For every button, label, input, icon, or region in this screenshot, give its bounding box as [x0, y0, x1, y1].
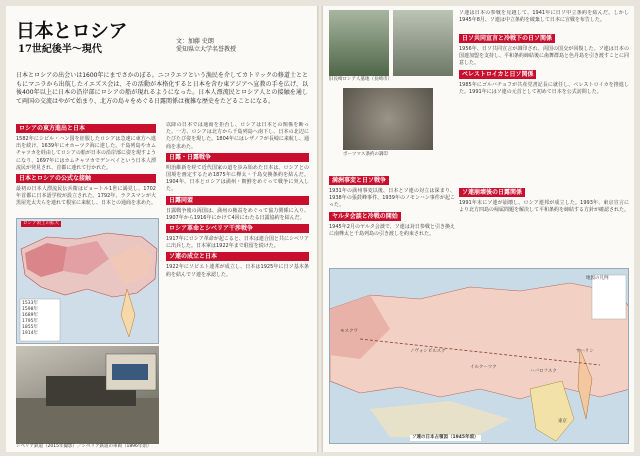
cemetery-photo: [329, 10, 389, 76]
section-body: 1582年にシビル・ハン国を征服したロシアは急速に東方へ進出を続け、1639年にオホーツク海に達した。千島列島やカムチャツカを経由してロシアの船が日本の沿岸部に姿を現すようになり、1697年にはカムチャツカでデンベイという日本人漂流民が発見され、首都に連れて行かれた。: [16, 136, 156, 171]
section-body: 日露戦争後の両国は、満州の権益をめぐって協力関係に入り、1907年から1916年にかけて4回にわたる日露協約を結んだ。: [166, 207, 309, 221]
city-label: ノヴォシビルスク: [410, 349, 446, 354]
treaty-photo: [343, 88, 433, 150]
right-column-upper: [459, 32, 629, 184]
train-illustration: [16, 346, 159, 444]
top-right-text: ソ連は日本の参戦を見越して、1941年に日ソ中立条約を結んだ。しかし1945年8月、ソ連は中立条約を破棄して日本に宣戦を布告した。: [459, 10, 629, 24]
author-name: 文：加藤 史朗: [176, 38, 214, 45]
train-photo: [16, 346, 159, 444]
city-label: モスクワ: [340, 329, 358, 334]
map-caption: ロシア領土の拡大: [23, 221, 59, 226]
photo-caption: 旧長崎ロシア人墓地（長崎市）: [329, 77, 392, 82]
section-heading: 日露同盟: [166, 196, 309, 205]
author-affiliation: 愛知県立大学名誉教授: [176, 46, 237, 53]
legend-item: 1795年: [22, 319, 38, 324]
section-body: 明治維新を経て近代国家の道を歩み始めた日本は、ロシアとの国境を画定するため1875年に樺太・千島交換条約を結んだ。1904年、日本とロシアは満州・朝鮮をめぐって戦争に突入した。: [166, 164, 309, 193]
legend-item: 1689年: [22, 313, 38, 318]
mid-column: [166, 122, 309, 448]
section-heading: ペレストロイカと日ソ関係: [459, 70, 536, 79]
section-body: 1945年2月のヤルタ会談で、ソ連は対日参戦と引き換えに南樺太と千島列島の引き渡しを約束された。: [329, 223, 455, 237]
ussr-map-svg: [330, 269, 629, 444]
city-label: 東京: [558, 419, 567, 424]
lead-paragraph: 日本とロシアの出会いは1600年にまでさかのぼる。ニコラエフという漁民を介してカトリックの修道士とともにマニラから出航したイエズス会は、その活動が本格化すると日本を含む東アジアへ宣教の手を広げ、以後400年以上に日本の沿岸部にロシアの船が現れるようになった。日本人漂流民とロシア人との接触を通して両国の交流はやがて始まり、北方の島々をめぐる日露関係は複雑な歴史をたどることになる。: [16, 72, 308, 105]
page-subtitle: 17世紀後半〜現代: [18, 44, 102, 55]
section-heading: ソ連崩壊後の日露関係: [459, 188, 525, 197]
section-heading: ヤルタ会談と冷戦の開始: [329, 212, 401, 221]
city-label: サハリン: [576, 349, 594, 354]
section-body: 1985年にゴルバチョフが共産党書記長に就任し、ペレストロイカを推進した。1991年にはソ連の元首として初めて日本を公式訪問した。: [459, 81, 629, 95]
right-column-lower: [459, 186, 629, 266]
section-heading: ソ連の成立と日本: [166, 252, 309, 261]
legend-item: 1855年: [22, 325, 38, 330]
page-left: [6, 6, 317, 452]
section-heading: 日露・日露戦争: [166, 153, 309, 162]
city-label: ハバロフスク: [530, 369, 557, 374]
author-block: [176, 38, 236, 54]
section-body: 最初の日本人漂流民伝兵衛はピョートル1世に謁見し、1702年首都に日本語学校が設立された。1792年、ラクスマンが大黒屋光太夫らを連れて根室に来航し、日本との通商を求めた。: [16, 186, 156, 207]
city-label: イルクーツク: [470, 365, 497, 370]
russia-expansion-map: [16, 218, 159, 344]
section-heading: 日本とロシアの公式な接触: [16, 174, 156, 183]
page-right: [323, 6, 634, 452]
section-body: 1917年にロシア革命が起こると、日本は連合国と共にシベリアに出兵した。日本軍は1922年まで駐留を続けた。: [166, 236, 309, 250]
legend-item: 1598年: [22, 307, 38, 312]
photo-caption: ポーツマス条約の調印: [343, 152, 388, 157]
map-legend: [22, 301, 60, 337]
left-column: [16, 122, 156, 218]
section-heading: ロシア革命とシベリア干渉戦争: [166, 224, 309, 233]
ussr-map-legend: 地図の凡例: [586, 276, 609, 281]
section-heading: 日ソ共同宣言と冷戦下の日ソ関係: [459, 34, 555, 43]
legend-item: 1533年: [22, 301, 38, 306]
monument-photo: [393, 10, 453, 76]
section-body: 1931年の満州事変以後、日本とソ連の対立は深まり、1938年の張鼓峰事件、1939年のノモンハン事件が起こった。: [329, 188, 455, 209]
section-body: 1991年末にソ連が崩壊し、ロシア連邦が成立した。1993年、東京宣言により北方四島の帰属問題を解決して平和条約を締結する方針が確認された。: [459, 200, 629, 214]
ussr-occupation-map: [329, 268, 629, 444]
section-body: 以降の日本では通商を拒否し、ロシアは日本との関係を断った。一方、ロシアは北方から千島列島へ南下し、日本の北辺にたびたび姿を現した。1804年にはレザノフが長崎に来航し、通商を求めた。: [166, 122, 309, 150]
section-body: 1956年、日ソ共同宣言が調印され、両国の国交が回復した。ソ連は日本の国連加盟を支持し、平和条約締結後に歯舞群島と色丹島を引き渡すことに同意した。: [459, 46, 629, 67]
section-body: 1922年にソビエト連邦が成立し、日本は1925年に日ソ基本条約を結んでソ連を承認した。: [166, 264, 309, 278]
right-column-mid: [329, 174, 455, 264]
photo-caption: シベリア鉄道（2015年撮影）／シベリア鉄道の車両（1896年頃）: [16, 444, 152, 449]
section-heading: ロシアの東方進出と日本: [16, 124, 156, 133]
section-heading: 満洲事変と日ソ戦争: [329, 176, 389, 185]
legend-item: 1914年: [22, 331, 38, 336]
map-caption: ソ連の日本占領図（1945年頃）: [412, 435, 479, 440]
page-title: 日本とロシア: [16, 20, 128, 42]
